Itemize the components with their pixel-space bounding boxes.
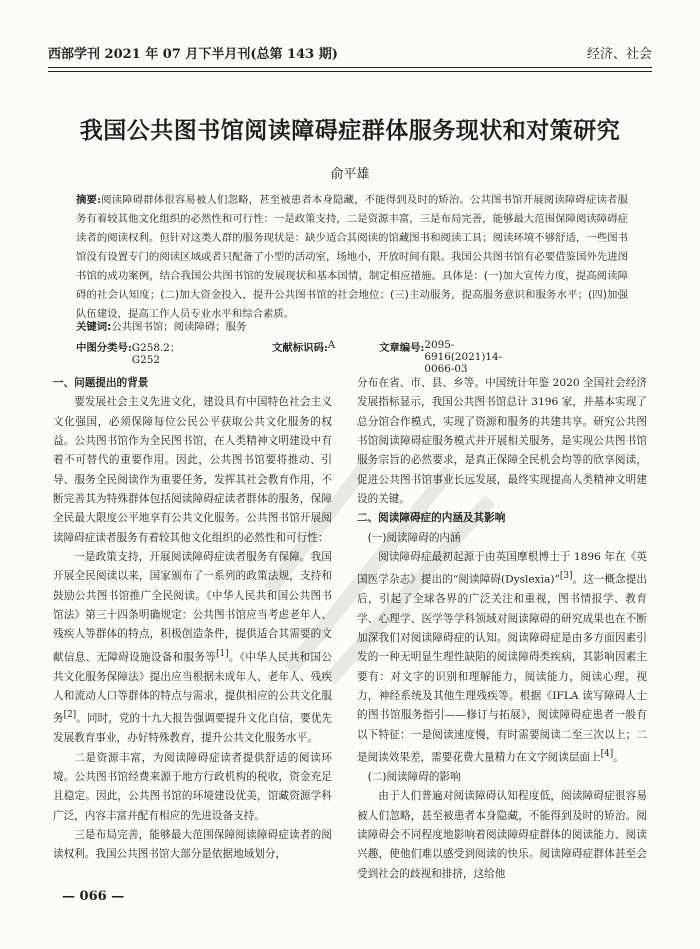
keywords-text: 公共图书馆；阅读障碍；服务: [111, 321, 247, 333]
article-title: 我国公共图书馆阅读障碍症群体服务现状和对策研究: [79, 117, 621, 144]
article-value: 2095-6916(2021)14-0066-03: [424, 339, 503, 375]
keywords-label: 关键词:: [76, 321, 112, 333]
paragraph-text: 一是政策支持，开展阅读障碍症读者服务有保障。我国开展全民阅读以来，国家颁布了一系列的政策法规，支持和鼓励公共图书馆推广全民阅读。《中华人民共和国公共图书馆法》第三十四条明确规定：公共图书馆应当考虑老年人、残疾人等群体的特点，积极创造条件，提供适合其需要的文献信息、无障碍设施设备和服务等: [53, 551, 332, 664]
right-column: [357, 374, 647, 884]
paragraph-text: 阅读障碍症最初起源于由英国摩根博士于 1896 年在《英国医学杂志》提出的“阅读障碍(Dyslexia)”: [357, 551, 647, 586]
paragraph: 要发展社会主义先进文化，建设具有中国特色社会主义文化强国，必须保障每位公民公平获取公共文化服务的权益。公共图书馆作为全民图书馆，在人类精神文明建设中有着不可替代的重要作用。因此，公共图书馆要将推动、引导、服务全民阅读作为重要任务，发挥其社会教育作用，不断完善其为特殊群体包括阅读障碍症读者群体的服务，保障全民最大限度公平地享有公共文化服务。公共图书馆开展阅读障碍症读者服务有着较其他文化组织的必然性和可行性：: [53, 396, 332, 544]
subsection-heading: (一)阅读障碍的内涵: [367, 531, 461, 544]
paragraph: [357, 548, 647, 768]
page-number: — 066 —: [62, 889, 125, 904]
paragraph-text: 。: [613, 751, 624, 764]
clc-label: 中图分类号:: [76, 342, 132, 354]
article-number: [379, 339, 503, 375]
paragraph: 三是布局完善，能够最大范围保障阅读障碍症读者的阅读权利。我国公共图书馆大部分是依据地域划分，: [53, 828, 332, 861]
citation-ref: [2]: [63, 710, 77, 721]
left-column: [53, 374, 332, 865]
paragraph: 二是资源丰富，为阅读障碍症读者提供舒适的阅读环境。公共图书馆经费来源于地方行政机构的税收，资金充足且稳定。因此，公共图书馆的环境建设优美，馆藏资源学科广泛，内容丰富并配有相应的先进设备支持。: [53, 751, 332, 822]
subsection-heading: (二)阅读障碍的影响: [367, 770, 461, 783]
paragraph-text: 。这一概念提出后，引起了全球各界的广泛关注和重视，图书情报学、教育学、心理学、医学等学科领域对阅读障碍的研究成果也在不断加深我们对阅读障碍症的认知。阅读障碍症是由多方面因素引发的一种无明显生理性缺陷的阅读障碍类疾病，其影响因素主要有：对文字的识别和理解能力，阅读能力，阅读心理，视力，神经系统及其他生理残疾等。根据《IFLA 读写障碍人士的图书馆服务指引——修订与拓展》，阅读障碍症患者一般有以下特征：一是阅读速度慢，有时需要阅读二至三次以上；二是阅读效果差，需要花费大量精力在文字阅读层面上: [357, 573, 647, 764]
abstract-text: 阅读障碍群体很容易被人们忽略，甚至被患者本身隐藏，不能得到及时的矫治。公共图书馆开展阅读障碍症读者服务有着较其他文化组织的必然性和可行性：一是政策支持，二是资源丰富，三是布局完善，能够最大范围保障阅读障碍症读者的阅读权利。但针对这类人群的服务现状是：缺少适合其阅读的馆藏图书和阅读工具；阅读环境不够舒适，一些图书馆没有设置专门的阅读区域或者只配备了小型的活动室，场地小，开放时间有限。我国公共图书馆有必要借鉴国外先进图书馆的成功案例，结合我国公共图书馆的发展现状和基本国情，制定相应措施。具体是：(一)加大宣传力度，提高阅读障碍的社会认知度；(二)加大资金投入，提升公共图书馆的社会地位；(三)主动服务，提高服务意识和服务水平；(四)加强队伍建设，提高工作人员专业水平和综合素质。: [76, 194, 628, 320]
section-heading: 一、问题提出的背景: [53, 377, 149, 389]
abstract: [76, 191, 628, 324]
citation-ref: [1]: [216, 648, 229, 659]
header-rule: [48, 67, 652, 68]
doc-label: 文献标识码:: [272, 342, 328, 354]
clc-value: G258.2；G252: [131, 342, 181, 366]
running-header: [48, 44, 652, 68]
paragraph-text: 。同时，党的十九大报告强调要提升文化自信，要优先发展教育事业，办好特殊教育，提升公共文化服务水平。: [53, 712, 333, 745]
article-label: 文章编号:: [379, 342, 425, 354]
journal-name: 西部学刊 2021 年 07 月下半月刊(总第 143 期): [48, 47, 338, 62]
doc-code: [272, 339, 336, 354]
author-name: 俞平雄: [330, 167, 370, 182]
doc-value: A: [327, 339, 336, 351]
section-heading: 二、阅读障碍症的内涵及其影响: [357, 512, 506, 525]
paragraph-text: 。《中华人民共和国公共文化服务保障法》提出应当根据未成年人、老年人、残疾人和流动人口等群体的特点与需求，提供相应的公共文化服务: [53, 651, 333, 725]
paragraph: 分布在省、市、县、乡等。中国统计年鉴 2020 全国社会经济发展指标显示，我国公共图书馆总计 3196 家，并基本实现了总分馆合作模式，实现了资源和服务的共建共享。研究公共图书馆阅读障碍症服务模式并开展相关服务，是实现公共图书馆服务宗旨的必然要求，是真正保障全民机会均等的欣享阅读，促进公共图书馆事业长远发展，最终实现提高人类精神文明建设的关键。: [357, 377, 647, 506]
header-rule-thin: [48, 71, 652, 72]
clc-number: [76, 339, 181, 366]
paragraph: 由于人们普遍对阅读障碍认知程度低，阅读障碍症很容易被人们忽略，甚至被患者本身隐藏，不能得到及时的矫治。阅读障碍会不同程度地影响着阅读障碍症群体的阅读能力、阅读兴趣，使他们难以感受到阅读的快乐。阅读障碍症群体甚至会受到社会的歧视和排挤，这给他: [357, 790, 647, 880]
paragraph: [53, 548, 332, 749]
section-name: 经济、社会: [586, 47, 652, 62]
citation-ref: [4]: [600, 749, 614, 760]
abstract-label: 摘要:: [76, 194, 101, 206]
keywords: [76, 318, 246, 333]
citation-ref: [3]: [559, 571, 573, 582]
